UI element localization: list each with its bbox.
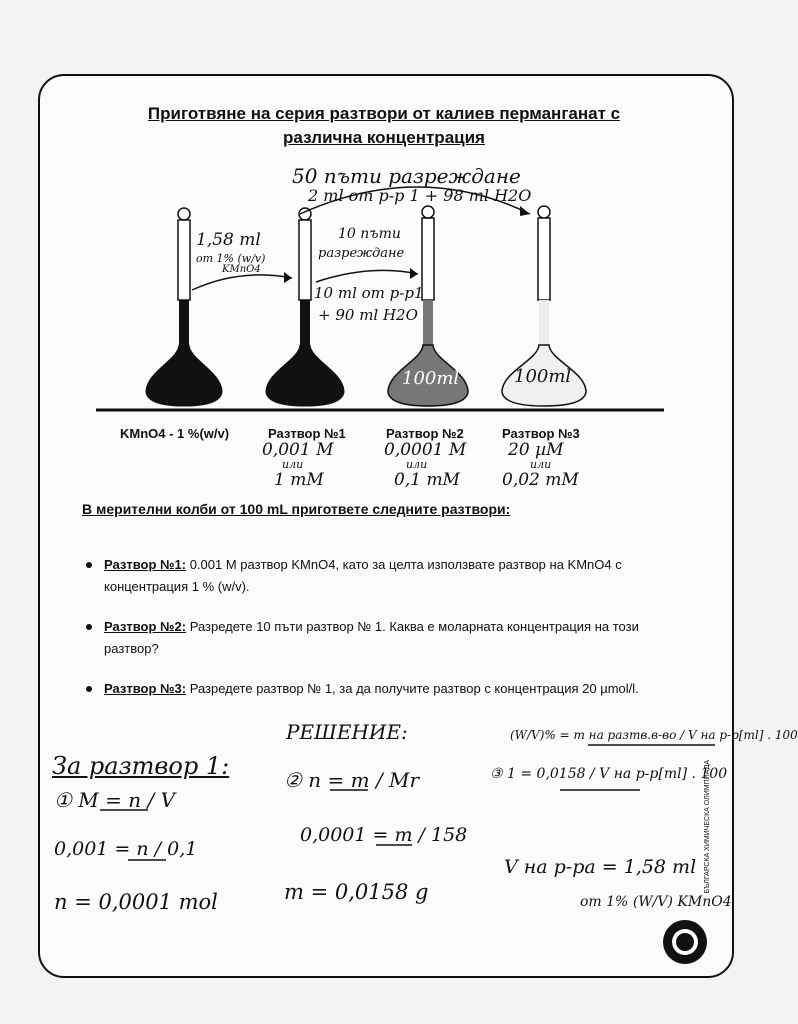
conc-1-or: или: [282, 458, 304, 471]
arrow-1-to-2: [316, 270, 418, 282]
conc-2-molar: 0,0001 M: [384, 440, 467, 460]
label-stock: KMnO4 - 1 %(w/v): [120, 426, 230, 441]
note-50x-recipe: 2 ml от р-р 1 + 98 ml H2O: [308, 186, 532, 205]
solution-left-title: За разтвор 1:: [52, 752, 230, 780]
note-stock-volume: 1,58 ml: [196, 230, 261, 250]
instruction-1-text: 0.001 M разтвор KMnO4, като за целта използвате разтвор на KMnO4 с концентрация 1 % (w/v).: [104, 557, 622, 594]
solution-right-2: ③ 1 = 0,0158 / V на р-р[ml] . 100: [490, 766, 728, 782]
solution-eq-3: n = 0,0001 mol: [54, 890, 218, 914]
conc-3-or: или: [530, 458, 552, 471]
instruction-3-text: Разредете разтвор № 1, за да получите разтвор с концентрация 20 µmol/l.: [186, 681, 639, 696]
instruction-item-2: [104, 616, 664, 660]
solution-mid-1: ② n = m / Mr: [284, 768, 420, 792]
solution-mid-3: m = 0,0158 g: [284, 880, 429, 904]
label-solution-1: Разтвор №1: [268, 426, 346, 441]
conc-2-or: или: [406, 458, 428, 471]
solution-right-3: V на р-ра = 1,58 ml: [504, 856, 697, 878]
note-10x-recipe-2: + 90 ml H2O: [318, 306, 418, 324]
solution-header: РЕШЕНИЕ:: [286, 720, 408, 744]
instructions-heading: В мерителни колби от 100 mL пригответе следните разтвори:: [82, 501, 511, 517]
solution-right-1: (W/V)% = m на разтв.в-во / V на р-р[ml] . 100: [510, 728, 798, 742]
conc-3-um: 20 µM: [508, 440, 564, 460]
note-10x: 10 пъти: [338, 226, 401, 242]
title-line-2: различна концентрация: [283, 128, 485, 147]
flask-2-volume: 100ml: [402, 368, 460, 389]
solution-eq-2: 0,001 = n / 0,1: [54, 838, 198, 860]
label-solution-3: Разтвор №3: [502, 426, 580, 441]
note-10x-recipe-1: 10 ml от р-р1: [314, 284, 424, 302]
conc-3-mm: 0,02 mM: [502, 470, 579, 490]
solution-eq-1: ① M = n / V: [54, 788, 176, 812]
label-solution-2: Разтвор №2: [386, 426, 464, 441]
instruction-1-label: Разтвор №1:: [104, 557, 187, 572]
instruction-3-label: Разтвор №3:: [104, 681, 187, 696]
conc-1-mm: 1 mM: [274, 470, 324, 490]
note-stock-compound: KMnO4: [222, 264, 261, 275]
instruction-item-3: [104, 678, 664, 700]
instruction-item-1: [104, 554, 664, 598]
note-stock-conc: от 1% (w/v): [196, 252, 266, 265]
instruction-2-label: Разтвор №2:: [104, 619, 187, 634]
side-note: БЪЛГАРСКА ХИМИЧЕСКА ОЛИМПИАДА: [704, 760, 711, 894]
solution-mid-2: 0,0001 = m / 158: [300, 824, 468, 846]
solution-right-4: от 1% (W/V) KMnO4: [580, 894, 732, 910]
title-line-1: Приготвяне на серия разтвори от калиев перманганат с: [147, 104, 621, 123]
note-10x-label: разреждане: [318, 246, 405, 261]
conc-2-mm: 0,1 mM: [394, 470, 460, 490]
conc-1-molar: 0,001 M: [262, 440, 334, 460]
flask-3-volume: 100ml: [514, 366, 572, 387]
note-50x-dilution: 50 пъти разреждане: [292, 164, 521, 188]
arrow-stock-to-1: [192, 275, 292, 290]
instruction-2-text: Разредете 10 пъти разтвор № 1. Каква е моларната концентрация на този разтвор?: [104, 619, 639, 656]
